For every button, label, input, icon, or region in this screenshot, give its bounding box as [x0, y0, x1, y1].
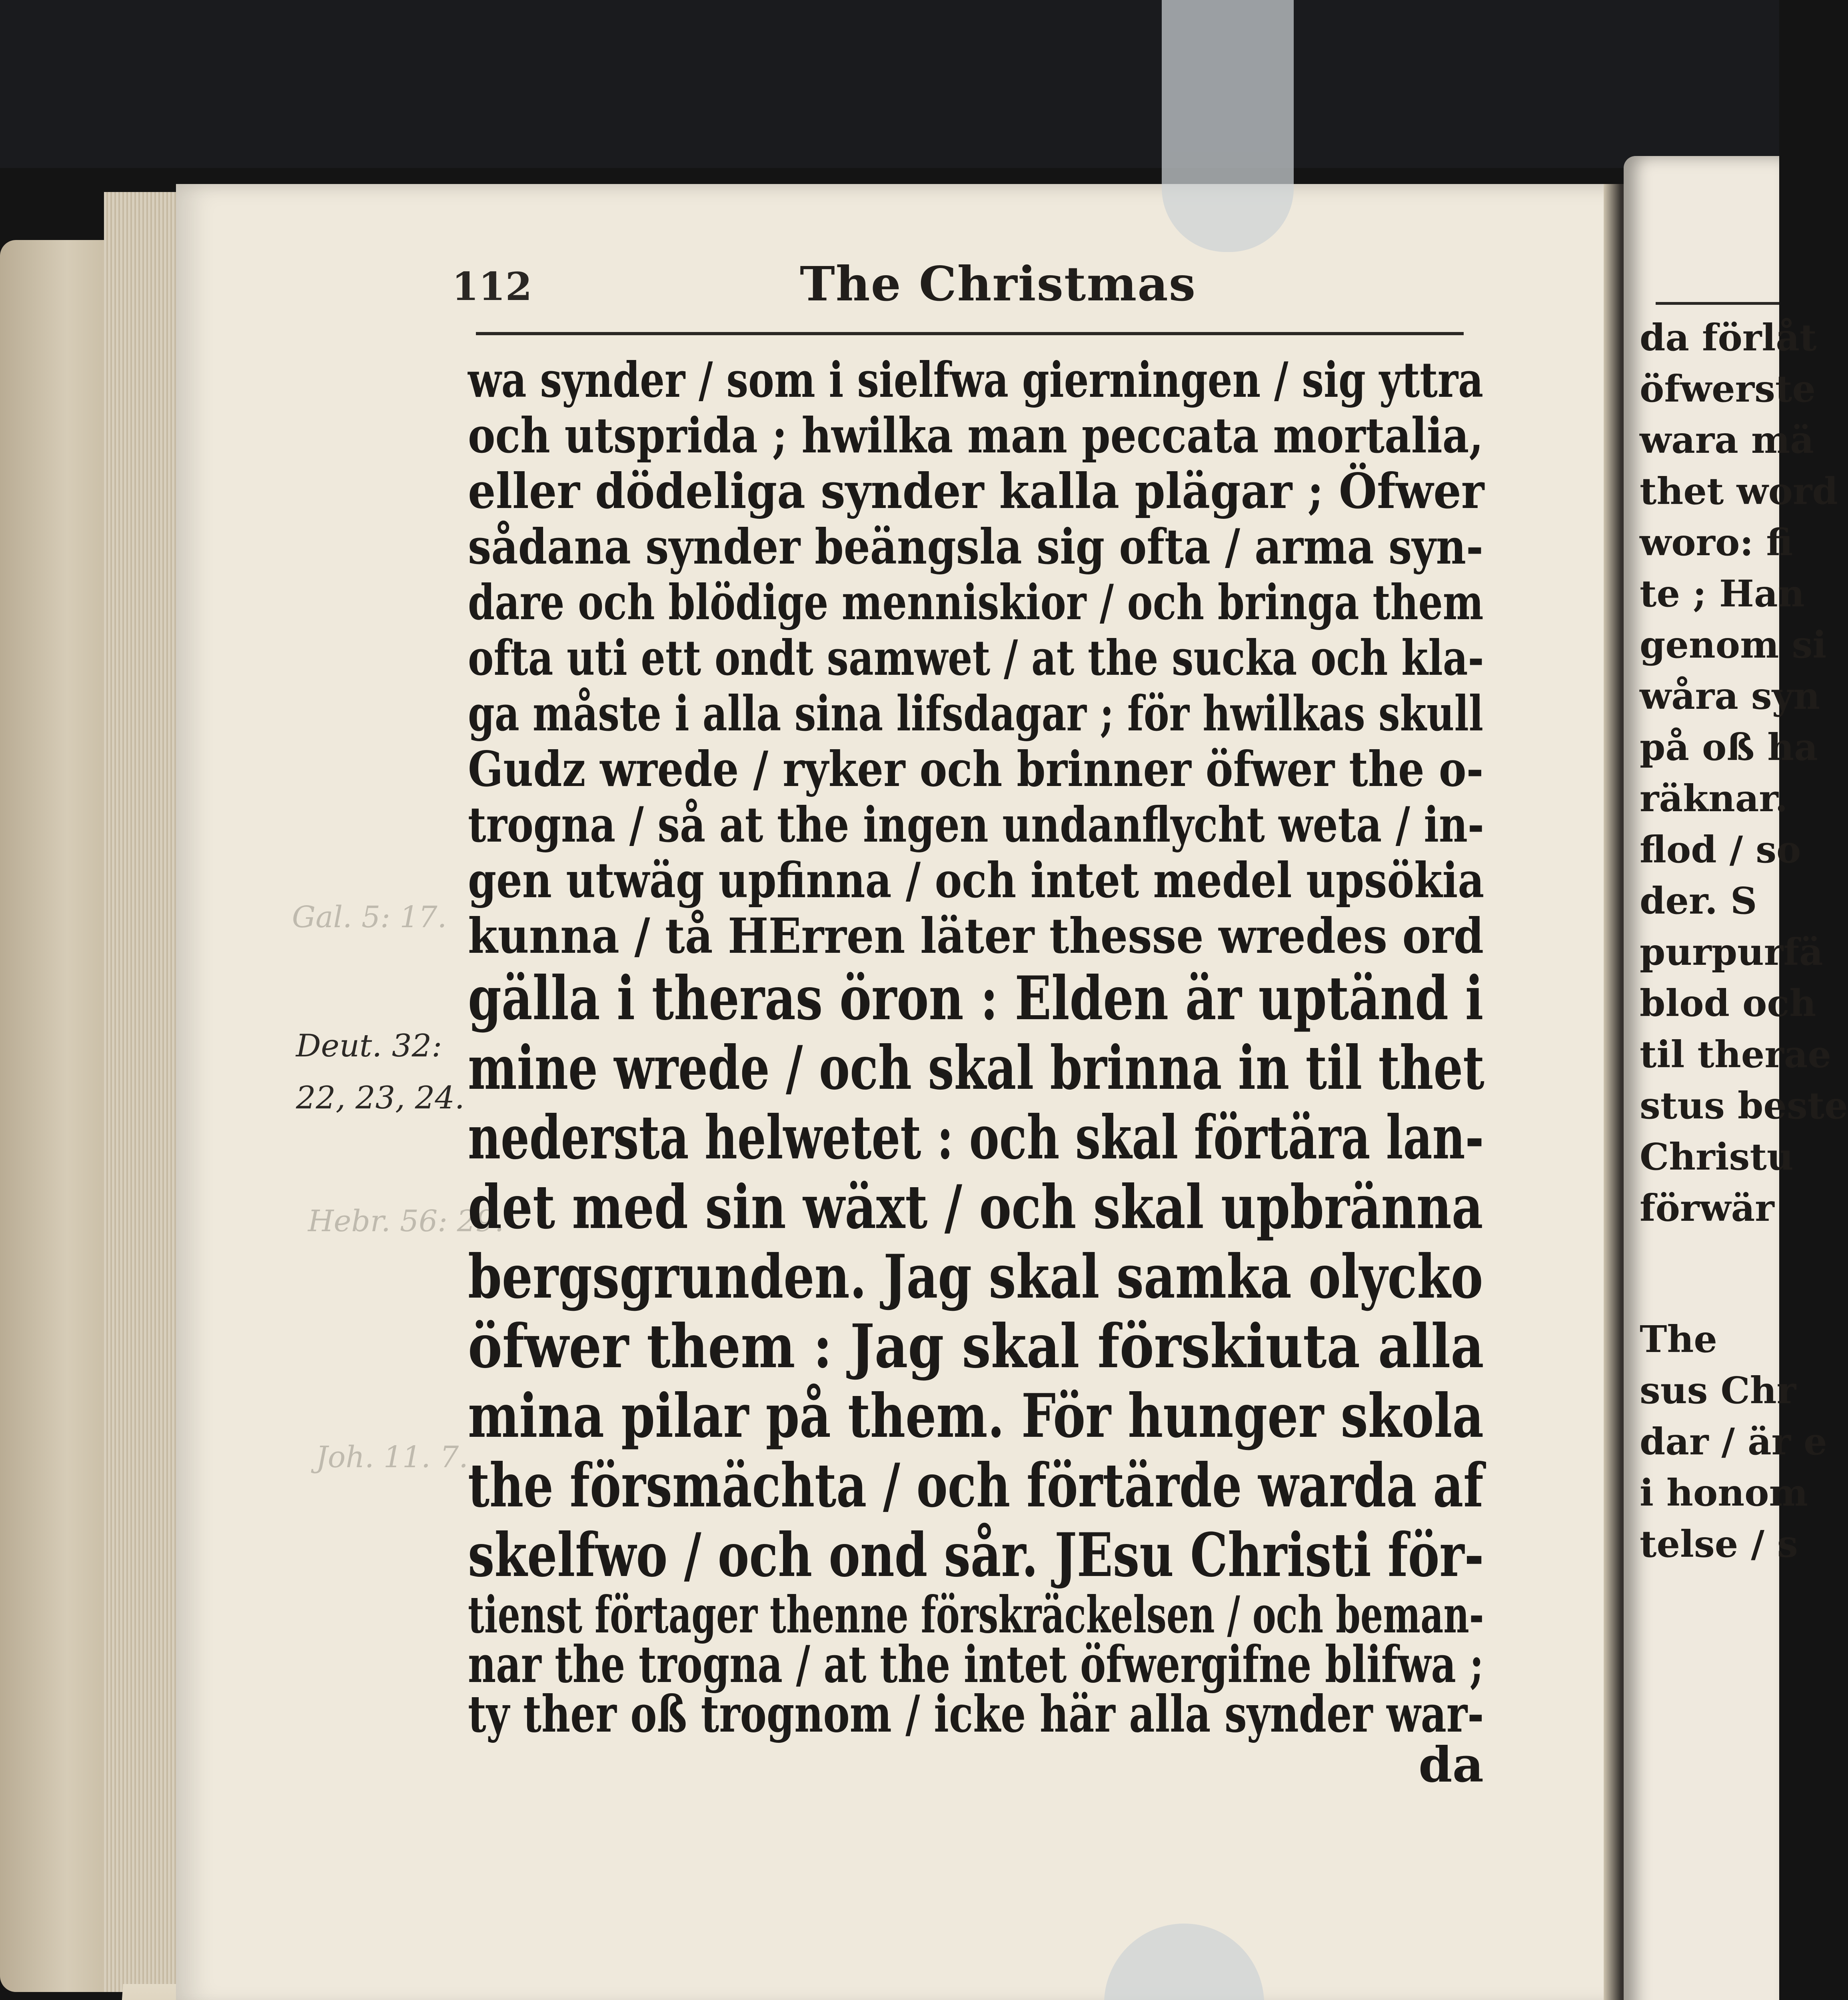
text-line: tienst förtager thenne förskräckelsen / och beman- — [468, 1585, 1484, 1644]
next-page-line: sus Chr — [1640, 1369, 1796, 1412]
next-page-line: förwär — [1640, 1186, 1774, 1230]
next-page-line: wåra syn — [1640, 674, 1820, 718]
show-through-note-1: Gal. 5: 17. — [292, 900, 447, 934]
text-line: trogna / så at the ingen undanflycht weta / in- — [468, 796, 1484, 853]
quotation-line: the försmächta / och förtärde warda af — [468, 1450, 1484, 1521]
next-page-text — [1640, 312, 1848, 1570]
text-line: ga måste i alla sina lifsdagar ; för hwilkas skull — [468, 685, 1484, 742]
text-line: ofta uti ett ondt samwet / at the sucka och kla- — [468, 629, 1484, 686]
page-header — [448, 256, 1464, 312]
text-line: wa synder / som i sielfwa gierningen / sig yttra — [468, 351, 1484, 408]
next-page-line: blod och — [1640, 982, 1816, 1025]
quotation-line: bergsgrunden. Jag skal samka olycko — [468, 1242, 1483, 1312]
text-line: dare och blödige menniskior / och bringa them — [468, 574, 1484, 631]
next-page-line: der. S — [1640, 879, 1757, 922]
quotation-line: mina pilar på them. För hunger skola — [468, 1381, 1484, 1451]
text-line: eller dödeliga synder kalla plägar ; Öfwer — [468, 462, 1484, 520]
text-line: nar the trogna / at the intet öfwergifne blifwa ; — [468, 1635, 1484, 1694]
next-page-line: te ; Han — [1640, 572, 1805, 615]
text-line: gen utwäg upfinna / och intet medel upsökia — [468, 852, 1484, 909]
body-text — [468, 352, 1484, 1791]
next-page-line: telse / s — [1640, 1522, 1798, 1566]
text-line: Gudz wrede / ryker och brinner öfwer the o- — [468, 740, 1484, 798]
text-line: sådana synder beängsla sig ofta / arma syn- — [468, 518, 1484, 575]
next-page-line: thet word — [1640, 470, 1838, 513]
background-top — [0, 0, 1779, 168]
margin-reference-verses: 22, 23, 24. — [296, 1080, 465, 1116]
next-page-line: på oß ha — [1640, 726, 1818, 769]
next-page-line: flod / so — [1640, 828, 1801, 871]
page-number: 112 — [452, 264, 532, 309]
next-page-line: räknar. — [1640, 777, 1788, 820]
show-through-note-2: Hebr. 56: 29. — [308, 1204, 504, 1238]
quotation-line: skelfwo / och ond sår. JEsu Christi för- — [468, 1520, 1484, 1590]
next-page-line: Christu — [1640, 1135, 1794, 1178]
quotation-line: mine wrede / och skal brinna in til thet — [468, 1033, 1484, 1103]
text-line: kunna / tå HErren läter thesse wredes ord — [468, 907, 1484, 964]
next-page-header-rule — [1656, 302, 1779, 305]
next-page-line: öfwerste — [1640, 367, 1816, 410]
next-page-line: stus beste — [1640, 1084, 1848, 1127]
next-page-line: dar / är e — [1640, 1420, 1827, 1463]
quotation-line: öfwer them : Jag skal förskiuta alla — [468, 1311, 1484, 1382]
text-line: ty ther oß trognom / icke här alla synder war- — [468, 1684, 1484, 1744]
page-holder-clip-top — [1162, 0, 1294, 252]
quotation-line: nedersta helwetet : och skal förtära lan- — [468, 1102, 1484, 1173]
header-rule — [476, 332, 1464, 335]
text-line: och utsprida ; hwilka man peccata mortalia, — [468, 407, 1484, 464]
next-page-line: woro: fi — [1640, 521, 1793, 564]
running-title: The Christmas — [800, 256, 1197, 312]
next-page-line: genom si — [1640, 623, 1827, 666]
next-page-line: da förlåt — [1640, 316, 1817, 359]
page-stack-edge — [104, 192, 188, 1992]
next-page-line: purpurfä — [1640, 930, 1823, 974]
quotation-line: gälla i theras öron : Elden är uptänd i — [468, 963, 1484, 1034]
catchword: da — [1418, 1736, 1484, 1793]
next-page-line: til therae — [1640, 1033, 1831, 1076]
next-page-line: The — [1640, 1318, 1717, 1361]
show-through-note-3: Joh. 11. 7. — [316, 1440, 468, 1474]
next-page-line: wara mä — [1640, 418, 1814, 462]
next-page-line: i honom — [1640, 1471, 1808, 1514]
margin-reference: Deut. 32: — [296, 1028, 442, 1064]
quotation-line: det med sin wäxt / och skal upbränna — [468, 1172, 1483, 1242]
